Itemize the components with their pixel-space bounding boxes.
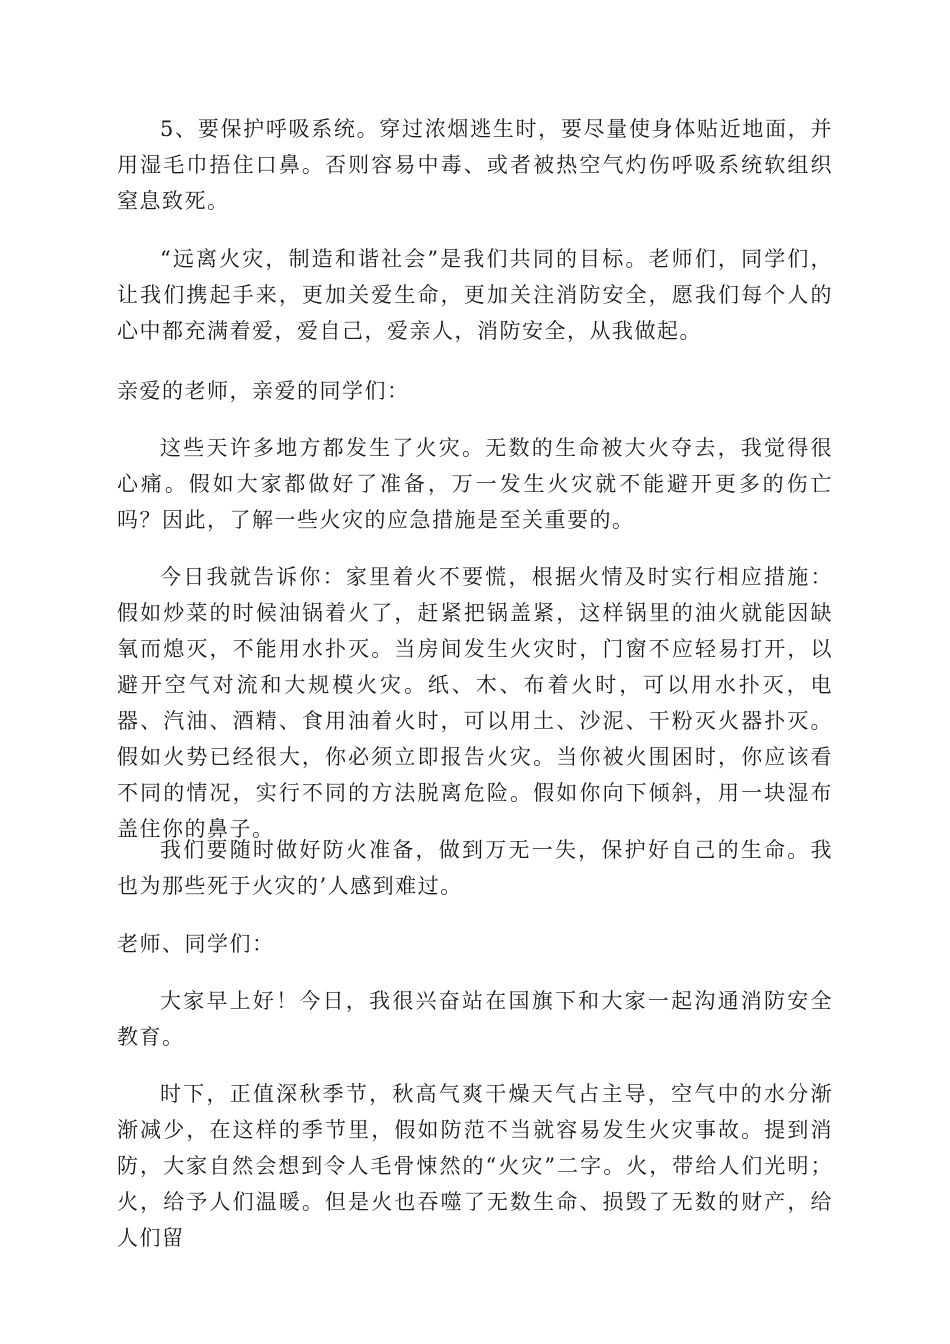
paragraph-harmonious-society: “远离火灾，制造和谐社会”是我们共同的目标。老师们，同学们，让我们携起手来，更加关爱生命，更加关注消防安全，愿我们每个人的心中都充满着爱，爱自己，爱亲人，消防安全，从我做起。 xyxy=(117,247,833,343)
salutation-teachers-classmates: 老师、同学们： xyxy=(117,932,275,956)
paragraph-fire-response-measures: 今日我就告诉你：家里着火不要慌，根据火情及时实行相应措施：假如炒菜的时候油锅着火了，赶紧把锅盖紧，这样锅里的油火就能因缺氧而熄灭，不能用水扑灭。当房间发生火灾时，门窗不应轻易打开，以避开空气对流和大规模火灾。纸、木、布着火时，可以用水扑灭，电器、汽油、酒精、食用油着火时，可以用土、沙泥、干粉灭火器扑灭。假如火势已经很大，你必须立即报告火灾。当你被火围困时，你应该看不同的情况，实行不同的方法脱离危险。假如你向下倾斜，用一块湿布盖住你的鼻子。 xyxy=(117,565,833,841)
paragraph-recent-fires: 这些天许多地方都发生了火灾。无数的生命被大火夺去，我觉得很心痛。假如大家都做好了准备，万一发生火灾就不能避开更多的伤亡吗？因此，了解一些火灾的应急措施是至关重要的。 xyxy=(117,436,833,532)
paragraph-fire-prevention: 我们要随时做好防火准备，做到万无一失，保护好自己的生命。我也为那些死于火灾的’人感到难过。 xyxy=(117,838,833,898)
paragraph-autumn-fire-risk: 时下，正值深秋季节，秋高气爽干燥天气占主导，空气中的水分渐渐减少，在这样的季节里，假如防范不当就容易发生火灾事故。提到消防，大家自然会想到令人毛骨悚然的“火灾”二字。火，带给人们光明；火，给予人们温暖。但是火也吞噬了无数生命、损毁了无数的财产，给人们留 xyxy=(117,1082,833,1250)
paragraph-morning-greeting: 大家早上好！今日，我很兴奋站在国旗下和大家一起沟通消防安全教育。 xyxy=(117,989,833,1049)
salutation-teachers-students: 亲爱的老师，亲爱的同学们： xyxy=(117,379,410,403)
paragraph-respiratory-protection: 5、要保护呼吸系统。穿过浓烟逃生时，要尽量使身体贴近地面，并用湿毛巾捂住口鼻。否则容易中毒、或者被热空气灼伤呼吸系统软组织窒息致死。 xyxy=(117,117,833,213)
